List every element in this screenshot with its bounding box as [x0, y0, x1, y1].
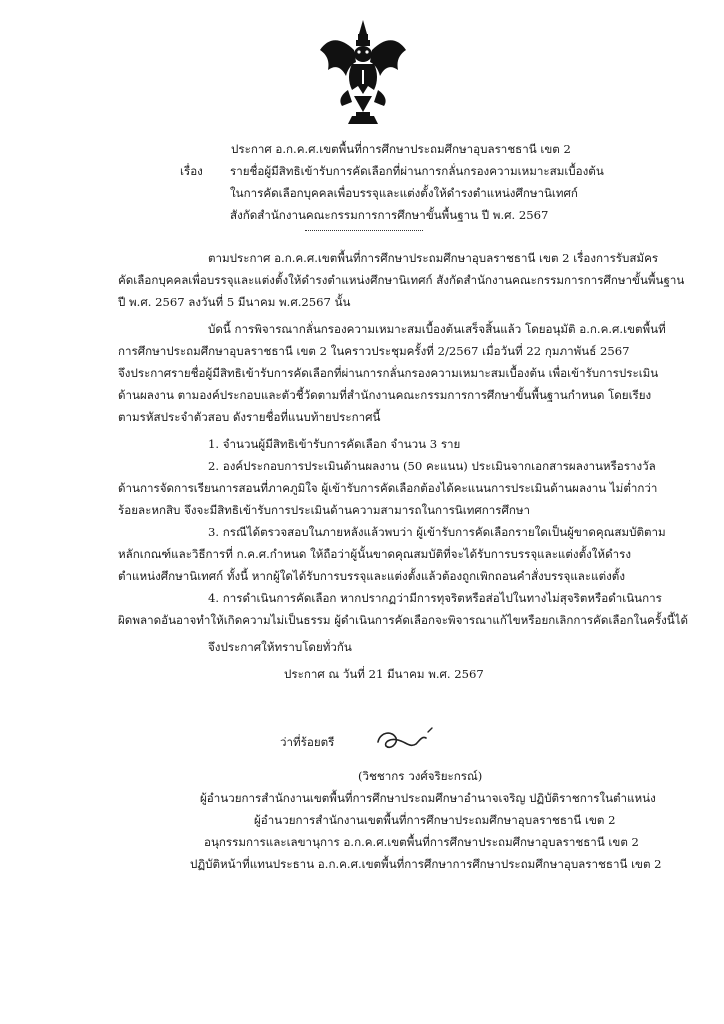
list-item-continuation: หลักเกณฑ์และวิธีการที่ ก.ค.ศ.กำหนด ให้ถือว่าผู้นั้นขาดคุณสมบัติที่จะได้รับการบรรจุและแต่งตั้งให้ดำรง [118, 547, 632, 561]
signer-position: ผู้อำนวยการสำนักงานเขตพื้นที่การศึกษาประถมศึกษาอำนาจเจริญ ปฏิบัติราชการในตำแหน่ง [200, 791, 656, 805]
list-item: 1. จำนวนผู้มีสิทธิเข้ารับการคัดเลือก จำนวน 3 ราย [208, 437, 461, 451]
signer-position: ปฏิบัติหน้าที่แทนประธาน อ.ก.ค.ศ.เขตพื้นที่การศึกษาการศึกษาประถมศึกษาอุบลราชธานี เขต 2 [190, 857, 662, 871]
subject-line: ในการคัดเลือกบุคคลเพื่อบรรจุและแต่งตั้งให้ดำรงตำแหน่งศึกษานิเทศก์ [230, 186, 578, 200]
list-item-continuation: ร้อยละหกสิบ จึงจะมีสิทธิเข้ารับการประเมินด้านความสามารถในการนิเทศการศึกษา [118, 503, 530, 517]
garuda-emblem-icon [318, 20, 408, 124]
signer-name: (วิชชากร วงศ์จริยะกรณ์) [358, 769, 483, 783]
list-item: 3. กรณีได้ตรวจสอบในภายหลังแล้วพบว่า ผู้เข้ารับการคัดเลือกรายใดเป็นผู้ขาดคุณสมบัติตาม [208, 525, 666, 539]
body-paragraph-line: ปี พ.ศ. 2567 ลงวันที่ 5 มีนาคม พ.ศ.2567 นั้น [118, 295, 351, 309]
list-item: 2. องค์ประกอบการประเมินด้านผลงาน (50 คะแนน) ประเมินจากเอกสารผลงานหรือรางวัล [208, 459, 656, 473]
body-paragraph-line: บัดนี้ การพิจารณากลั่นกรองความเหมาะสมเบื้องต้นเสร็จสิ้นแล้ว โดยอนุมัติ อ.ก.ค.ศ.เขตพื้นที่ [208, 322, 666, 336]
announcement-date: ประกาศ ณ วันที่ 21 มีนาคม พ.ศ. 2567 [284, 667, 484, 681]
announcement-title: ประกาศ อ.ก.ค.ศ.เขตพื้นที่การศึกษาประถมศึกษาอุบลราชธานี เขต 2 [231, 142, 571, 156]
list-item-continuation: ตำแหน่งศึกษานิเทศก์ ทั้งนี้ หากผู้ใดได้รับการบรรจุและแต่งตั้งแล้วต้องถูกเพิกถอนคำสั่งบรรจุและแต่งตั้ง [118, 569, 625, 583]
subject-line: สังกัดสำนักงานคณะกรรมการการศึกษาขั้นพื้นฐาน ปี พ.ศ. 2567 [230, 208, 549, 222]
body-paragraph-line: ตามประกาศ อ.ก.ค.ศ.เขตพื้นที่การศึกษาประถมศึกษาอุบลราชธานี เขต 2 เรื่องการรับสมัคร [208, 251, 659, 265]
title-separator [305, 230, 423, 231]
body-paragraph-line: ด้านผลงาน ตามองค์ประกอบและตัวชี้วัดตามที่สำนักงานคณะกรรมการการศึกษาขั้นพื้นฐานกำหนด โดยเรียง [118, 388, 652, 402]
list-item-continuation: ผิดพลาดอันอาจทำให้เกิดความไม่เป็นธรรม ผู้ดำเนินการคัดเลือกจะพิจารณาแก้ไขหรือยกเลิกการคัดเลือกในครั้งนี้ได้ [118, 613, 689, 627]
signer-position: อนุกรรมการและเลขานุการ อ.ก.ค.ศ.เขตพื้นที่การศึกษาประถมศึกษาอุบลราชธานี เขต 2 [204, 835, 639, 849]
subject-line: รายชื่อผู้มีสิทธิเข้ารับการคัดเลือกที่ผ่านการกลั่นกรองความเหมาะสมเบื้องต้น [230, 164, 604, 178]
closing-statement: จึงประกาศให้ทราบโดยทั่วกัน [208, 640, 352, 654]
body-paragraph-line: การศึกษาประถมศึกษาอุบลราชธานี เขต 2 ในคราวประชุมครั้งที่ 2/2567 เมื่อวันที่ 22 กุมภาพันธ์ 2567 [118, 344, 630, 358]
signer-position: ผู้อำนวยการสำนักงานเขตพื้นที่การศึกษาประถมศึกษาอุบลราชธานี เขต 2 [254, 813, 616, 827]
signer-rank: ว่าที่ร้อยตรี [280, 735, 335, 749]
body-paragraph-line: จึงประกาศรายชื่อผู้มีสิทธิเข้ารับการคัดเลือกที่ผ่านการกลั่นกรองความเหมาะสมเบื้องต้น เพื่อเข้ารับการประเมิน [118, 366, 659, 380]
signature-icon [370, 724, 440, 758]
body-paragraph-line: คัดเลือกบุคคลเพื่อบรรจุและแต่งตั้งให้ดำรงตำแหน่งศึกษานิเทศก์ สังกัดสำนักงานคณะกรรมการการศึกษาขั้นพื้นฐาน [118, 273, 685, 287]
list-item: 4. การดำเนินการคัดเลือก หากปรากฏว่ามีการทุจริตหรือส่อไปในทางไม่สุจริตหรือดำเนินการ [208, 591, 662, 605]
list-item-continuation: ด้านการจัดการเรียนการสอนที่ภาคภูมิใจ ผู้เข้ารับการคัดเลือกต้องได้คะแนนการประเมินด้านผลงาน ไม่ต่ำกว่า [118, 481, 658, 495]
body-paragraph-line: ตามรหัสประจำตัวสอบ ดังรายชื่อที่แนบท้ายประกาศนี้ [118, 410, 381, 424]
subject-keyword: เรื่อง [180, 164, 203, 178]
